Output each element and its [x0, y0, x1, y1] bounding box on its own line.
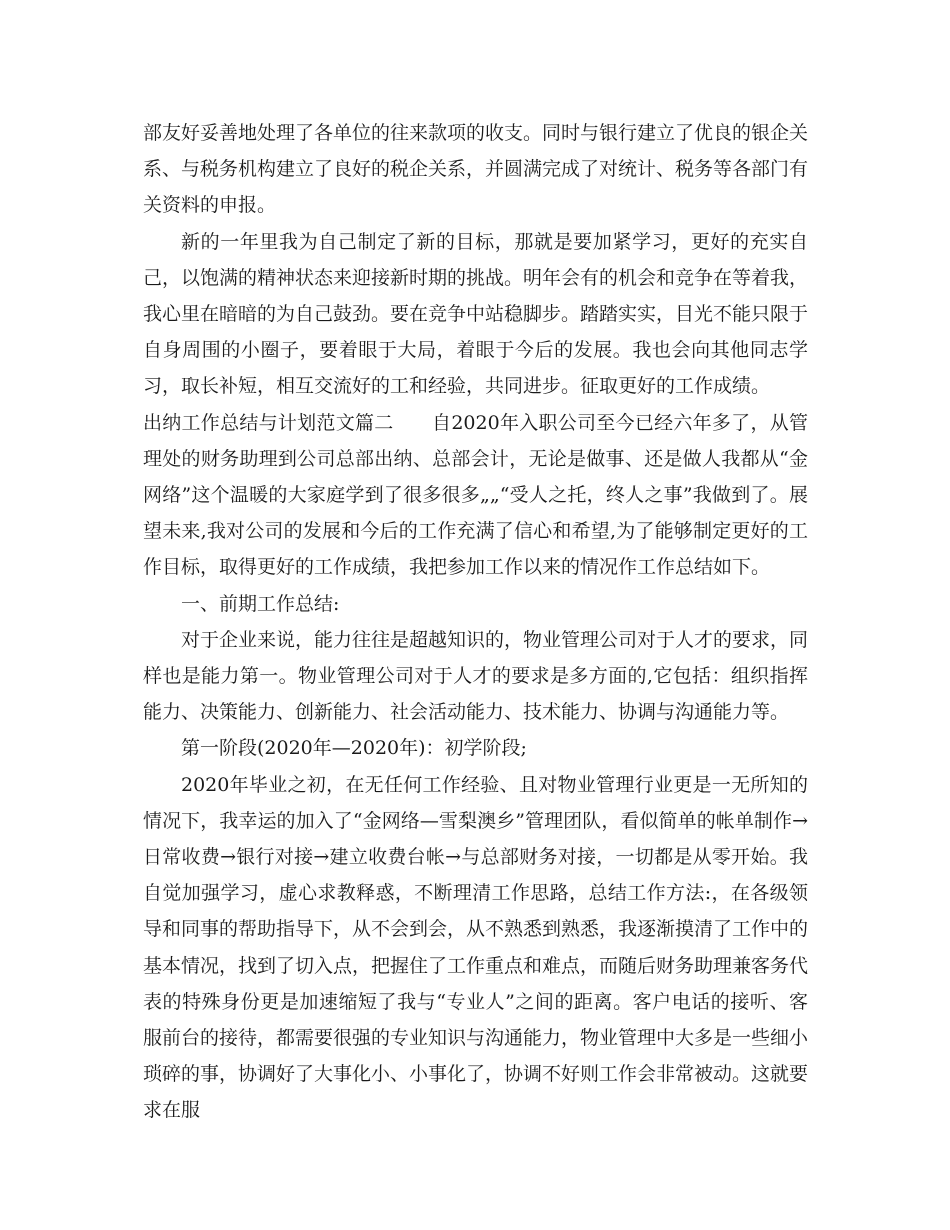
- paragraph: 出纳工作总结与计划范文篇二 自2020年入职公司至今已经六年多了，从管理处的财务助理到公司总部出纳、总部会计，无论是做事、还是做人我都从“金网络”这个温暖的大家庭学到了很多很多„„“受人之托，终人之事”我做到了。展望未来,我对公司的发展和今后的工作充满了信心和希望,为了能够制定更好的工作目标，取得更好的工作成绩，我把参加工作以来的情况作工作总结如下。: [143, 411, 808, 579]
- paragraph: 对于企业来说，能力往往是超越知识的，物业管理公司对于人才的要求，同样也是能力第一。物业管理公司对于人才的要求是多方面的,它包括：组织指挥能力、决策能力、创新能力、社会活动能力、技术能力、协调与沟通能力等。: [143, 628, 809, 724]
- section-heading: 一、前期工作总结:: [181, 592, 340, 615]
- paragraph: 部友好妥善地处理了各单位的往来款项的收支。同时与银行建立了优良的银企关系、与税务机构建立了良好的税企关系，并圆满完成了对统计、税务等各部门有关资料的申报。: [143, 122, 809, 217]
- subsection-heading: 第一阶段(2020年—2020年)：初学阶段;: [181, 737, 527, 760]
- paragraph: 新的一年里我为自己制定了新的目标，那就是要加紧学习，更好的充实自己，以饱满的精神状态来迎接新时期的挑战。明年会有的机会和竞争在等着我，我心里在暗暗的为自己鼓劲。要在竞争中站稳脚步。踏踏实实，目光不能只限于自身周围的小圈子，要着眼于大局，着眼于今后的发展。我也会向其他同志学习，取长补短，相互交流好的工和经验，共同进步。征取更好的工作成绩。: [143, 230, 809, 398]
- paragraph: 2020年毕业之初，在无任何工作经验、且对物业管理行业更是一无所知的情况下，我幸运的加入了“金网络—雪梨澳乡”管理团队，看似简单的帐单制作→日常收费→银行对接→建立收费台帐→与总部财务对接，一切都是从零开始。我自觉加强学习，虚心求教释惑，不断理清工作思路，总结工作方法:，在各级领导和同事的帮助指导下，从不会到会，从不熟悉到熟悉，我逐渐摸清了工作中的基本情况，找到了切入点，把握住了工作重点和难点，而随后财务助理兼客务代表的特殊身份更是加速缩短了我与“专业人”之间的距离。客户电话的接听、客服前台的接待，都需要很强的专业知识与沟通能力，物业管理中大多是一些细小琐碎的事，协调好了大事化小、小事化了，协调不好则工作会非常被动。这就要求在服: [143, 773, 809, 1122]
- document-body: [143, 115, 808, 1129]
